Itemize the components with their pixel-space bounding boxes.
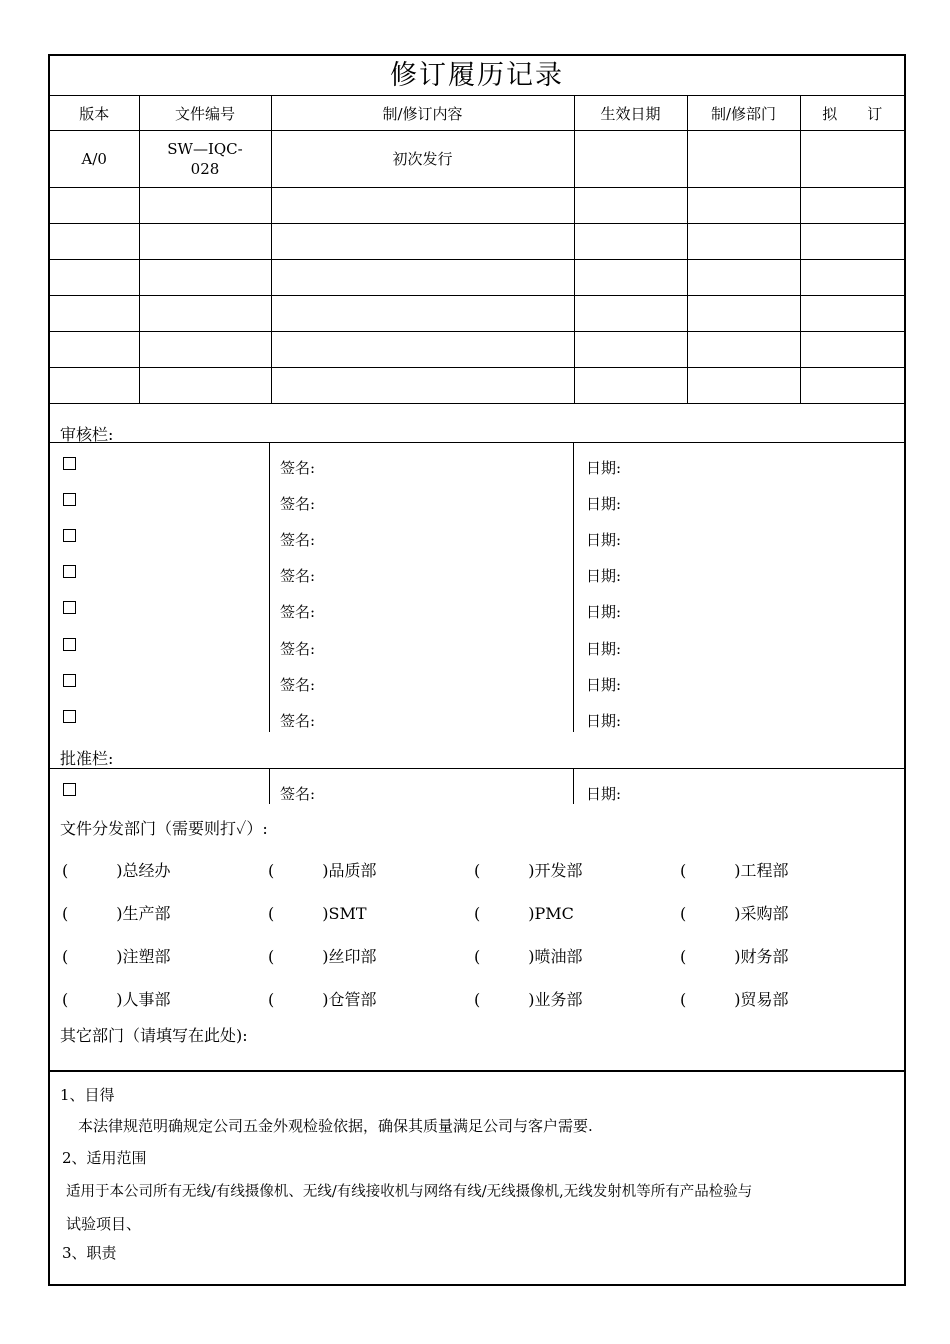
cell-version: A/0 (50, 131, 139, 188)
header-department: 制/修部门 (687, 96, 800, 131)
cell-empty[interactable] (139, 332, 271, 368)
review-checkbox[interactable] (63, 493, 76, 506)
cell-empty[interactable] (574, 260, 687, 296)
cell-empty[interactable] (50, 188, 139, 224)
header-drafter: 拟 订 (800, 96, 904, 131)
review-date-label: 日期: (586, 531, 622, 549)
dept-checkbox-spray[interactable]: ( )喷油部 (474, 947, 583, 966)
review-sign-label: 签名: (280, 712, 316, 730)
dept-checkbox-quality[interactable]: ( )品质部 (268, 861, 377, 880)
cell-empty[interactable] (139, 296, 271, 332)
divider (50, 442, 904, 443)
section-2-text-line1: 适用于本公司所有无线/有线摄像机、无线/有线接收机与网络有线/无线摄像机,无线发射机等所有产品检验与 (66, 1184, 753, 1200)
cell-empty[interactable] (800, 296, 904, 332)
table-header-row (50, 96, 904, 131)
cell-empty[interactable] (271, 296, 574, 332)
dept-checkbox-purchasing[interactable]: ( )采购部 (680, 904, 789, 923)
review-date-label: 日期: (586, 459, 622, 477)
section-1-heading: 1、目得 (60, 1086, 115, 1104)
approval-date-label: 日期: (586, 785, 622, 803)
cell-empty[interactable] (800, 224, 904, 260)
table-row (50, 131, 904, 188)
cell-doc-no (139, 131, 271, 188)
dept-checkbox-warehouse[interactable]: ( )仓管部 (268, 990, 377, 1009)
section-2-text-line2: 试验项目、 (66, 1215, 142, 1233)
dept-checkbox-hr[interactable]: ( )人事部 (62, 990, 171, 1009)
review-sign-label: 签名: (280, 459, 316, 477)
review-date-label: 日期: (586, 567, 622, 585)
dept-checkbox-pmc[interactable]: ( )PMC (474, 904, 574, 923)
table-row (50, 296, 904, 332)
cell-empty[interactable] (271, 260, 574, 296)
cell-empty[interactable] (687, 332, 800, 368)
cell-empty[interactable] (50, 332, 139, 368)
dept-checkbox-trade[interactable]: ( )贸易部 (680, 990, 789, 1009)
doc-no-line1: SW—IQC- (167, 140, 243, 158)
cell-empty[interactable] (50, 296, 139, 332)
cell-empty[interactable] (800, 131, 904, 188)
cell-empty[interactable] (139, 260, 271, 296)
table-row (50, 332, 904, 368)
dept-checkbox-development[interactable]: ( )开发部 (474, 861, 583, 880)
dept-checkbox-general-office[interactable]: ( )总经办 (62, 861, 171, 880)
review-checkbox[interactable] (63, 457, 76, 470)
review-checkbox[interactable] (63, 565, 76, 578)
approval-checkbox[interactable] (63, 783, 76, 796)
dept-checkbox-production[interactable]: ( )生产部 (62, 904, 171, 923)
doc-no-line2: 028 (190, 160, 220, 178)
divider (50, 1070, 904, 1072)
cell-empty[interactable] (574, 188, 687, 224)
cell-empty[interactable] (574, 224, 687, 260)
cell-empty[interactable] (687, 368, 800, 404)
review-sign-label: 签名: (280, 495, 316, 513)
table-row (50, 368, 904, 404)
review-checkbox[interactable] (63, 601, 76, 614)
cell-empty[interactable] (687, 131, 800, 188)
cell-empty[interactable] (574, 332, 687, 368)
cell-empty[interactable] (800, 332, 904, 368)
cell-empty[interactable] (271, 224, 574, 260)
review-date-label: 日期: (586, 495, 622, 513)
review-sign-label: 签名: (280, 676, 316, 694)
review-label: 审核栏: (60, 425, 114, 444)
divider (50, 768, 904, 769)
cell-empty[interactable] (574, 368, 687, 404)
review-checkbox[interactable] (63, 638, 76, 651)
review-sign-label: 签名: (280, 567, 316, 585)
cell-empty[interactable] (800, 368, 904, 404)
review-checkbox[interactable] (63, 710, 76, 723)
review-checkbox[interactable] (63, 674, 76, 687)
review-sign-label: 签名: (280, 640, 316, 658)
table-row (50, 260, 904, 296)
cell-empty[interactable] (687, 224, 800, 260)
header-effective-date: 生效日期 (574, 96, 687, 131)
section-1-text: 本法律规范明确规定公司五金外观检验依据，确保其质量满足公司与客户需要. (78, 1117, 593, 1135)
review-sign-label: 签名: (280, 531, 316, 549)
dept-checkbox-injection[interactable]: ( )注塑部 (62, 947, 171, 966)
dept-checkbox-sales[interactable]: ( )业务部 (474, 990, 583, 1009)
dept-checkbox-engineering[interactable]: ( )工程部 (680, 861, 789, 880)
dept-checkbox-smt[interactable]: ( )SMT (268, 904, 367, 923)
cell-empty[interactable] (139, 188, 271, 224)
cell-empty[interactable] (139, 368, 271, 404)
cell-empty[interactable] (687, 296, 800, 332)
page-title: 修订履历记录 (50, 56, 904, 96)
divider (573, 768, 574, 804)
cell-empty[interactable] (800, 188, 904, 224)
table-row (50, 188, 904, 224)
cell-empty[interactable] (574, 296, 687, 332)
divider (269, 768, 270, 804)
other-dept-label: 其它部门（请填写在此处): (60, 1026, 248, 1045)
review-date-label: 日期: (586, 712, 622, 730)
header-content: 制/修订内容 (271, 96, 574, 131)
cell-empty[interactable] (687, 260, 800, 296)
cell-content: 初次发行 (271, 131, 574, 188)
dept-checkbox-finance[interactable]: ( )财务部 (680, 947, 789, 966)
approval-sign-label: 签名: (280, 785, 316, 803)
cell-empty[interactable] (50, 260, 139, 296)
review-checkbox[interactable] (63, 529, 76, 542)
review-date-label: 日期: (586, 640, 622, 658)
cell-empty[interactable] (139, 224, 271, 260)
cell-empty[interactable] (50, 368, 139, 404)
dept-checkbox-silkscreen[interactable]: ( )丝印部 (268, 947, 377, 966)
divider (269, 442, 270, 732)
review-date-label: 日期: (586, 676, 622, 694)
revision-table (50, 96, 904, 404)
section-2-heading: 2、适用范围 (62, 1149, 147, 1167)
distribution-label: 文件分发部门（需要则打✓）: (60, 819, 268, 838)
review-date-label: 日期: (586, 603, 622, 621)
cell-empty[interactable] (687, 188, 800, 224)
document-frame (48, 54, 906, 1286)
cell-empty[interactable] (271, 332, 574, 368)
cell-empty[interactable] (800, 260, 904, 296)
header-doc-no: 文件编号 (139, 96, 271, 131)
header-version: 版本 (50, 96, 139, 131)
cell-empty[interactable] (271, 188, 574, 224)
section-3-heading: 3、职责 (62, 1244, 117, 1262)
cell-empty[interactable] (271, 368, 574, 404)
divider (573, 442, 574, 732)
review-sign-label: 签名: (280, 603, 316, 621)
table-row (50, 224, 904, 260)
approval-label: 批准栏: (60, 749, 114, 768)
cell-empty[interactable] (50, 224, 139, 260)
cell-empty[interactable] (574, 131, 687, 188)
